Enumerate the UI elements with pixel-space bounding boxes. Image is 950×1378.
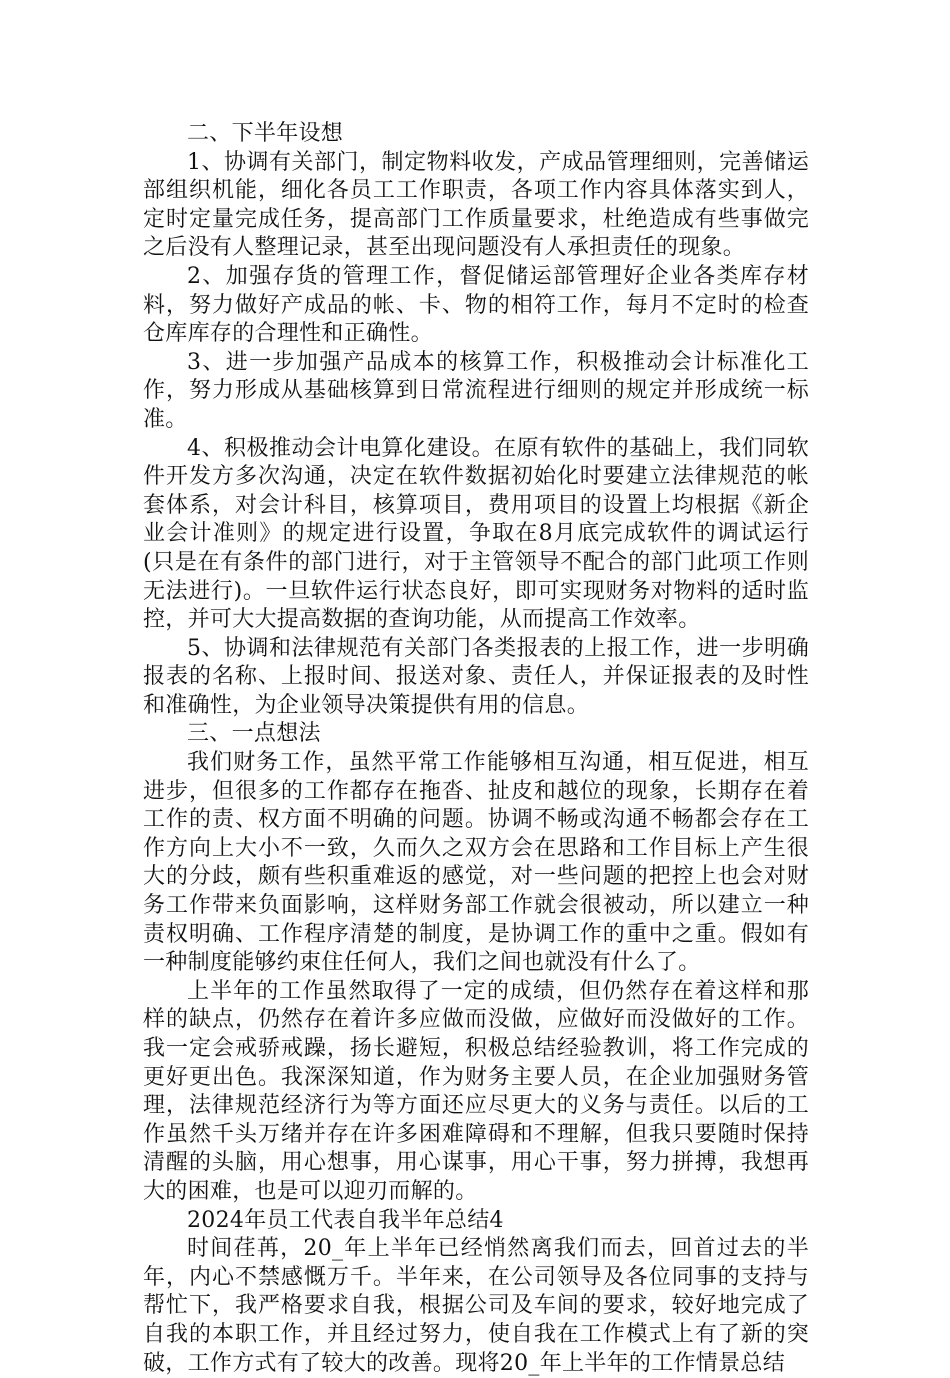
section-heading-plans: 二、下半年设想 bbox=[187, 121, 344, 146]
plan-item-2: 2、加强存货的管理工作，督促储运部管理好企业各类库存材料，努力做好产成品的帐、卡、物的相符工作，每月不定时的检查仓库库存的合理性和正确性。 bbox=[143, 263, 809, 347]
plan-item-1: 1、协调有关部门，制定物料收发，产成品管理细则，完善储运部组织机能，细化各员工工作职责，各项工作内容具体落实到人，定时定量完成任务，提高部门工作质量要求，杜绝造成有些事做完之后没有人整理记录，甚至出现问题没有人承担责任的现象。 bbox=[143, 149, 809, 261]
next-section-title: 2024年员工代表自我半年总结4 bbox=[187, 1207, 504, 1233]
thoughts-paragraph-1: 我们财务工作，虽然平常工作能够相互沟通，相互促进，相互进步，但很多的工作都存在拖沓、扯皮和越位的现象，长期存在着工作的责、权方面不明确的问题。协调不畅或沟通不畅都会存在工作方向上大小不一致，久而久之双方会在思路和工作目标上产生很大的分歧，颇有些积重难返的感觉，对一些问题的把控上也会对财务工作带来负面影响，这样财务部工作就会很被动，所以建立一种责权明确、工作程序清楚的制度，是协调工作的重中之重。假如有一种制度能够约束住任何人，我们之间也就没有什么了。 bbox=[143, 750, 809, 976]
section-heading-thoughts: 三、一点想法 bbox=[187, 721, 321, 747]
plan-item-3: 3、进一步加强产品成本的核算工作，积极推动会计标准化工作，努力形成从基础核算到日常流程进行细则的规定并形成统一标准。 bbox=[143, 349, 809, 432]
plan-item-5: 5、协调和法律规范有关部门各类报表的上报工作，进一步明确报表的名称、上报时间、报送对象、责任人，并保证报表的及时性和准确性，为企业领导决策提供有用的信息。 bbox=[143, 635, 809, 718]
document-page bbox=[143, 120, 809, 1378]
next-section-paragraph: 时间荏苒，20_年上半年已经悄然离我们而去，回首过去的半年，内心不禁感慨万千。半年来，在公司领导及各位同事的支持与帮忙下，我严格要求自我，根据公司及车间的要求，较好地完成了自我的本职工作，并且经过努力，使自我在工作模式上有了新的突破，工作方式有了较大的改善。现将20_年上半年的工作情景总结 bbox=[143, 1236, 809, 1376]
thoughts-paragraph-2: 上半年的工作虽然取得了一定的成绩，但仍然存在着这样和那样的缺点，仍然存在着许多应做而没做，应做好而没做好的工作。我一定会戒骄戒躁，扬长避短，积极总结经验教训，将工作完成的更好更出色。我深深知道，作为财务主要人员，在企业加强财务管理，法律规范经济行为等方面还应尽更大的义务与责任。以后的工作虽然千头万绪并存在许多困难障碍和不理解，但我只要随时保持清醒的头脑，用心想事，用心谋事，用心干事，努力拼搏，我想再大的困难，也是可以迎刃而解的。 bbox=[143, 978, 809, 1204]
plan-item-4: 4、积极推动会计电算化建设。在原有软件的基础上，我们同软件开发方多次沟通，决定在软件数据初始化时要建立法律规范的帐套体系，对会计科目，核算项目，费用项目的设置上均根据《新企业会计准则》的规定进行设置，争取在8月底完成软件的调试运行(只是在有条件的部门进行，对于主管领导不配合的部门此项工作则无法进行)。一旦软件运行状态良好，即可实现财务对物料的适时监控，并可大大提高数据的查询功能，从而提高工作效率。 bbox=[143, 435, 809, 633]
